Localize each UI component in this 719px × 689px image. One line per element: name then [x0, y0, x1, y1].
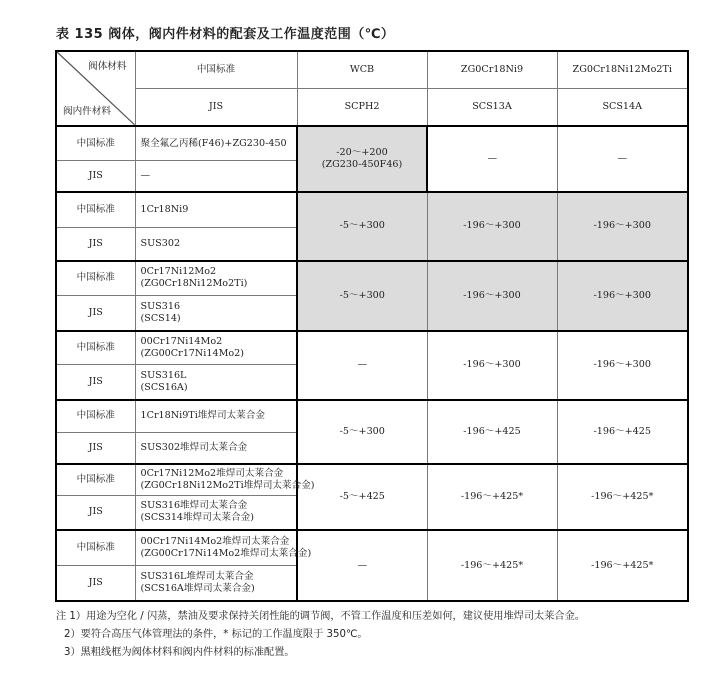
col3-jis: SCS14A — [557, 88, 688, 125]
cell-line: (ZG230-450F46) — [321, 158, 403, 170]
cell-line: (SCS16A堆焊司太莱合金) — [140, 583, 255, 595]
label-cn: 中国标准 — [56, 126, 135, 161]
value-c3: -196～+300 — [557, 192, 688, 260]
col2-cn: ZG0Cr18Ni9 — [427, 51, 557, 88]
cell-line: 00Cr17Ni14Mo2 — [140, 336, 223, 347]
cell-line: (SCS314堆焊司太莱合金) — [140, 512, 254, 524]
corner-trim-label: 阀内件材料 — [63, 105, 111, 117]
note-2: 2）要符合高压气体管理法的条件，* 标记的工作温度限于 350℃。 — [64, 629, 368, 640]
value-c2: -196～+425* — [427, 464, 557, 530]
label-jis: JIS — [56, 495, 135, 530]
label-jis: JIS — [56, 364, 135, 399]
std-label-jis: JIS — [135, 88, 297, 125]
col3-cn: ZG0Cr18Ni12Mo2Ti — [557, 51, 688, 88]
cell-line: (ZG00Cr17Ni14Mo2) — [140, 347, 245, 359]
cell-line: (ZG00Cr17Ni14Mo2堆焊司太莱合金) — [140, 548, 312, 560]
cell-line: SUS316堆焊司太莱合金 — [140, 500, 248, 512]
value-c3: -196～+425 — [557, 400, 688, 464]
diagonal-corner-cell — [56, 51, 135, 126]
value-c1 — [297, 126, 427, 192]
value-c2: -196～+300 — [427, 261, 557, 332]
material-jis: SUS302 — [135, 227, 297, 260]
value-c1: — — [297, 331, 427, 399]
note-1: 注 1）用途为空化 / 闪蒸，禁油及要求保持关闭性能的调节阀，不管工作温度和压差如何，建议使用堆焊司太莱合金。 — [56, 611, 585, 622]
value-c2: — — [427, 126, 557, 192]
value-c3: -196～+300 — [557, 261, 688, 332]
value-c1: -5～+300 — [297, 400, 427, 464]
cell-line: (ZG0Cr18Ni12Mo2Ti堆焊司太莱合金) — [140, 479, 315, 491]
value-c2: -196～+300 — [427, 192, 557, 260]
col1-jis: SCPH2 — [297, 88, 427, 125]
cell-line: 0Cr17Ni12Mo2 — [140, 266, 217, 278]
cell-line: SUS316L堆焊司太莱合金 — [140, 571, 254, 583]
material-jis — [135, 364, 297, 399]
label-cn: 中国标准 — [56, 261, 135, 296]
value-c2: -196～+425* — [427, 530, 557, 601]
label-cn: 中国标准 — [56, 530, 135, 565]
value-c1: — — [297, 530, 427, 601]
label-cn: 中国标准 — [56, 464, 135, 495]
table-title: 表 135 阀体，阀内件材料的配套及工作温度范围（℃） — [56, 27, 395, 42]
label-cn: 中国标准 — [56, 331, 135, 364]
cell-line: (SCS16A) — [140, 381, 188, 393]
cell-line: 0Cr17Ni12Mo2堆焊司太莱合金 — [140, 467, 284, 479]
material-jis — [135, 566, 297, 601]
material-cn — [135, 331, 297, 364]
label-jis: JIS — [56, 433, 135, 464]
corner-body-label: 阀体材料 — [88, 61, 127, 72]
material-jis — [135, 495, 297, 530]
material-jis — [135, 296, 297, 331]
material-cn — [135, 261, 297, 296]
note-3: 3）黑粗线框为阀体材料和阀内件材料的标准配置。 — [64, 647, 295, 658]
value-c3: -196～+300 — [557, 331, 688, 399]
material-cn — [135, 464, 315, 495]
cell-line: SUS316L — [140, 369, 187, 381]
material-jis: SUS302堆焊司太莱合金 — [135, 433, 297, 464]
value-c2: -196～+300 — [427, 331, 557, 399]
material-cn: 1Cr18Ni9 — [135, 192, 297, 227]
cell-line: (ZG0Cr18Ni12Mo2Ti) — [140, 278, 248, 290]
label-cn: 中国标准 — [56, 192, 135, 227]
col1-cn: WCB — [297, 51, 427, 88]
cell-line: (SCS14) — [140, 313, 181, 325]
cell-line: 00Cr17Ni14Mo2堆焊司太莱合金 — [140, 536, 290, 548]
material-jis: — — [135, 161, 297, 192]
material-cn — [135, 530, 312, 565]
material-table — [55, 50, 689, 602]
label-jis: JIS — [56, 566, 135, 601]
label-jis: JIS — [56, 161, 135, 192]
material-cn: 1Cr18Ni9Ti堆焊司太莱合金 — [135, 400, 297, 433]
cell-line: SUS316 — [140, 301, 181, 313]
cell-line: -20～+200 — [336, 146, 388, 158]
value-c1: -5～+300 — [297, 261, 427, 332]
footnotes — [56, 608, 585, 662]
value-c3: -196～+425* — [557, 530, 688, 601]
label-jis: JIS — [56, 227, 135, 260]
label-cn: 中国标准 — [56, 400, 135, 433]
std-label-cn: 中国标准 — [135, 51, 297, 88]
col2-jis: SCS13A — [427, 88, 557, 125]
material-cn: 聚全氟乙丙稀(F46)+ZG230-450 — [135, 126, 297, 161]
value-c2: -196～+425 — [427, 400, 557, 464]
value-c3: -196～+425* — [557, 464, 688, 530]
value-c1: -5～+425 — [297, 464, 427, 530]
value-c3: — — [557, 126, 688, 192]
value-c1: -5～+300 — [297, 192, 427, 260]
label-jis: JIS — [56, 296, 135, 331]
